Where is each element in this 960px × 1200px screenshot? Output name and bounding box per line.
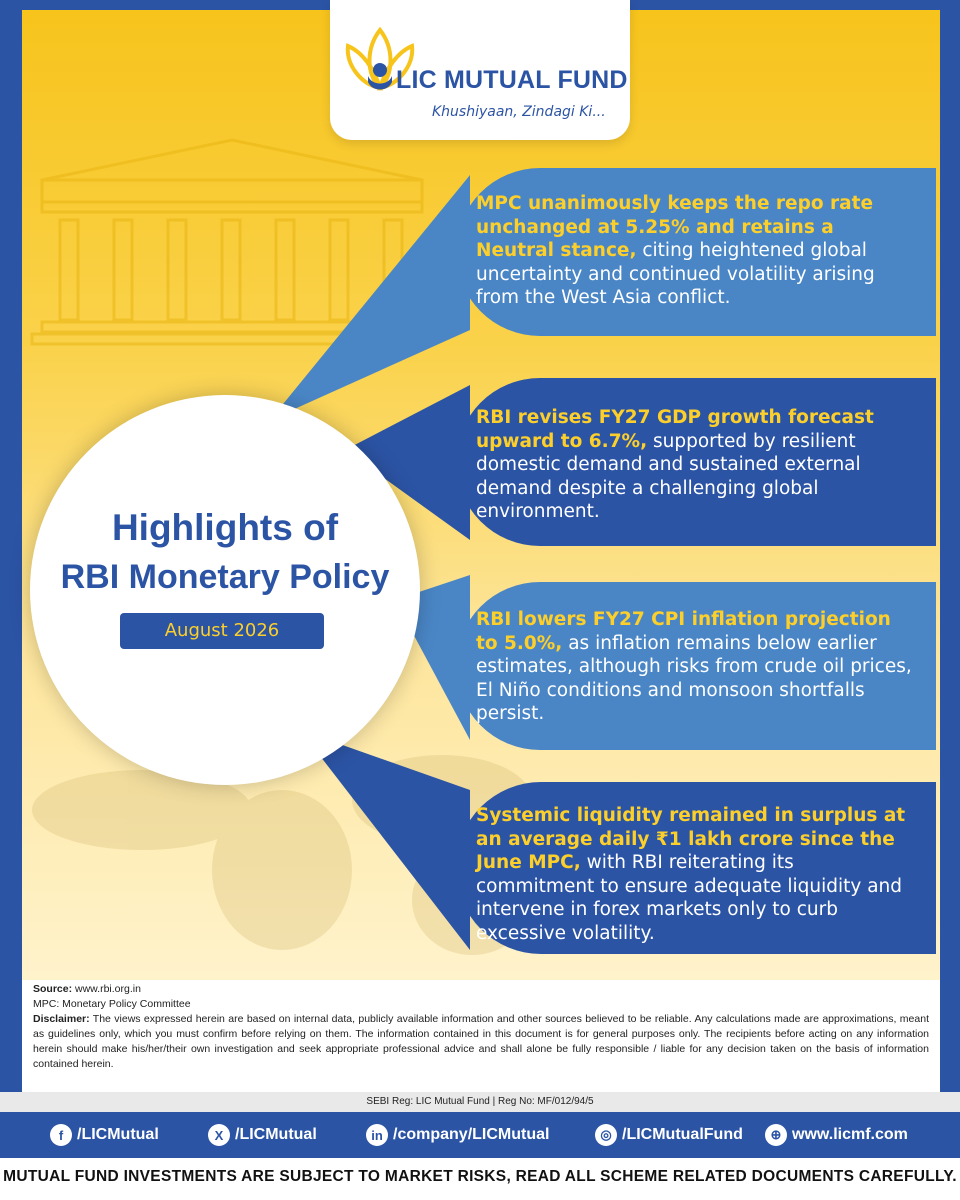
footer-left-border [0, 980, 22, 1092]
brand-tagline: Khushiyaan, Zindagi Ki... [432, 104, 606, 120]
hero-title-line1: Highlights of [111, 507, 339, 548]
highlight-text-2 [476, 406, 916, 524]
x-icon: X [208, 1124, 230, 1146]
highlight-detail-2: supported by resilient domestic demand and sustained external demand despite a challenging global environment. [476, 430, 861, 522]
abbreviation-line: MPC: Monetary Policy Committee [33, 998, 191, 1010]
disclaimer-text: The views expressed herein are based on internal data, publicly available information and other sources believed to be reliable. Any calculations made are approximations, meant as guidelines only, which you must confirm before relying on them. The information contained in this document is for general purposes only. The recipients before acting on any information herein should make his/her/their own investigation and seek appropriate professional advice and shall alone be fully responsible / liable for any decision taken on the basis of information contained herein. [33, 1013, 929, 1070]
social-link-x[interactable] [208, 1123, 317, 1147]
social-link-website[interactable] [765, 1123, 908, 1147]
source-line [33, 982, 929, 997]
highlight-text-4 [476, 804, 916, 945]
social-link-linkedin[interactable] [366, 1123, 549, 1147]
linkedin-handle: /company/LICMutual [393, 1126, 550, 1143]
source-label: Source: [33, 983, 73, 995]
highlight-detail-3: as inflation remains below earlier estimates, although risks from crude oil prices, El Niño conditions and monsoon shortfalls persist. [476, 632, 912, 724]
website-link: www.licmf.com [792, 1126, 908, 1143]
instagram-handle: /LICMutualFund [622, 1126, 743, 1143]
highlight-emphasis-4: Systemic liquidity remained in surplus at an average daily ₹1 lakh crore since the June MPC, [476, 805, 906, 873]
social-link-facebook[interactable] [50, 1123, 159, 1147]
globe-icon: ⊕ [765, 1124, 787, 1146]
hero-title-line2: RBI Monetary Policy [60, 558, 390, 596]
facebook-icon: f [50, 1124, 72, 1146]
source-link[interactable]: www.rbi.org.in [72, 983, 141, 995]
disclaimer [33, 1012, 929, 1072]
highlight-detail-4: with RBI reiterating its commitment to ensure adequate liquidity and intervene in forex markets only to curb excessive volatility. [476, 852, 903, 944]
facebook-handle: /LICMutual [77, 1126, 159, 1143]
brand-name: LIC MUTUAL FUND [396, 66, 628, 94]
date-badge: August 2026 [120, 613, 324, 649]
footer-right-border [940, 980, 960, 1092]
highlight-text-3 [476, 608, 916, 726]
highlight-emphasis-2: RBI revises FY27 GDP growth forecast upward to 6.7%, [476, 407, 874, 452]
disclaimer-label: Disclaimer: [33, 1013, 90, 1025]
highlight-detail-1: citing heightened global uncertainty and continued volatility arising from the West Asia conflict. [476, 240, 875, 308]
social-link-instagram[interactable] [595, 1123, 743, 1147]
footer-notes [33, 982, 929, 1072]
sebi-registration: SEBI Reg: LIC Mutual Fund | Reg No: MF/012/94/5 [0, 1092, 960, 1112]
instagram-icon: ◎ [595, 1124, 617, 1146]
highlight-text-1 [476, 192, 916, 310]
highlight-emphasis-3: RBI lowers FY27 CPI inflation projection to 5.0%, [476, 609, 891, 654]
x-handle: /LICMutual [235, 1126, 317, 1143]
highlight-emphasis-1: MPC unanimously keeps the repo rate unchanged at 5.25% and retains a Neutral stance, [476, 193, 873, 261]
risk-warning: MUTUAL FUND INVESTMENTS ARE SUBJECT TO MARKET RISKS, READ ALL SCHEME RELATED DOCUMENTS CAREFULLY. [3, 1168, 957, 1185]
linkedin-icon: in [366, 1124, 388, 1146]
